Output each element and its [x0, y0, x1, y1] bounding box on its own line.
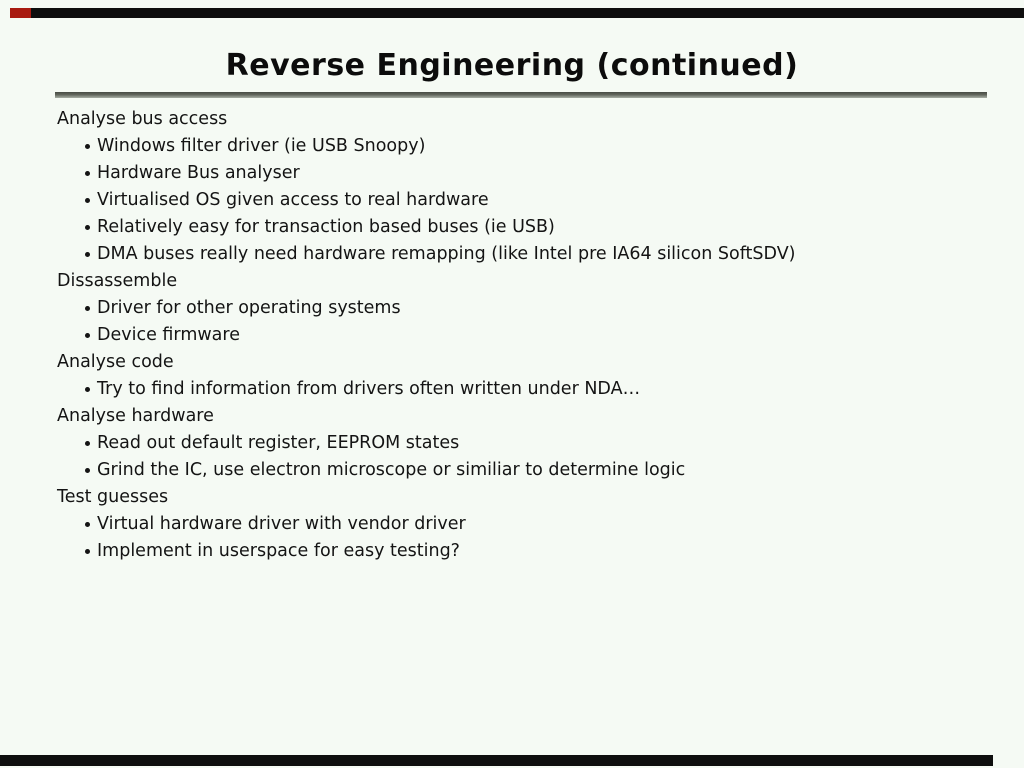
- section-heading: Analyse bus access: [57, 109, 228, 129]
- bullet-icon: [85, 387, 90, 392]
- slide-content: [0, 106, 1010, 565]
- bullet-icon: [85, 441, 90, 446]
- bullet-item: [0, 214, 1010, 241]
- bullet-item: [0, 241, 1010, 268]
- bullet-icon: [85, 225, 90, 230]
- bottom-edge-bar: [0, 755, 993, 766]
- bullet-text: Virtual hardware driver with vendor driver: [97, 514, 466, 534]
- bullet-icon: [85, 252, 90, 257]
- bullet-text: Grind the IC, use electron microscope or similiar to determine logic: [97, 460, 686, 480]
- bullet-item: [0, 376, 1010, 403]
- bullet-text: DMA buses really need hardware remapping (like Intel pre IA64 silicon SoftSDV): [97, 244, 796, 264]
- bullet-item: [0, 295, 1010, 322]
- bullet-text: Driver for other operating systems: [97, 298, 401, 318]
- bullet-text: Read out default register, EEPROM states: [97, 433, 460, 453]
- bullet-item: [0, 511, 1010, 538]
- section-heading: Analyse code: [57, 352, 174, 372]
- bullet-icon: [85, 333, 90, 338]
- bullet-icon: [85, 171, 90, 176]
- bullet-text: Virtualised OS given access to real hardware: [97, 190, 489, 210]
- bullet-icon: [85, 549, 90, 554]
- bullet-item: [0, 538, 1010, 565]
- bullet-item: [0, 133, 1010, 160]
- bullet-text: Device firmware: [97, 325, 240, 345]
- bullet-item: [0, 187, 1010, 214]
- title-divider: [55, 92, 987, 98]
- section-heading: Analyse hardware: [57, 406, 214, 426]
- bullet-text: Relatively easy for transaction based buses (ie USB): [97, 217, 555, 237]
- bullet-icon: [85, 144, 90, 149]
- section-heading: Dissassemble: [57, 271, 178, 291]
- bullet-icon: [85, 522, 90, 527]
- bullet-text: Hardware Bus analyser: [97, 163, 300, 183]
- bullet-item: [0, 322, 1010, 349]
- bullet-icon: [85, 306, 90, 311]
- bullet-item: [0, 160, 1010, 187]
- bullet-icon: [85, 468, 90, 473]
- top-edge-red-segment: [10, 8, 31, 18]
- slide-title: Reverse Engineering (continued): [225, 48, 799, 83]
- bullet-item: [0, 457, 1010, 484]
- bullet-item: [0, 430, 1010, 457]
- section-heading: Test guesses: [57, 487, 169, 507]
- top-edge-bar: [31, 8, 1024, 18]
- bullet-text: Windows filter driver (ie USB Snoopy): [97, 136, 426, 156]
- bullet-text: Implement in userspace for easy testing?: [97, 541, 460, 561]
- bullet-text: Try to find information from drivers often written under NDA…: [97, 379, 641, 399]
- bullet-icon: [85, 198, 90, 203]
